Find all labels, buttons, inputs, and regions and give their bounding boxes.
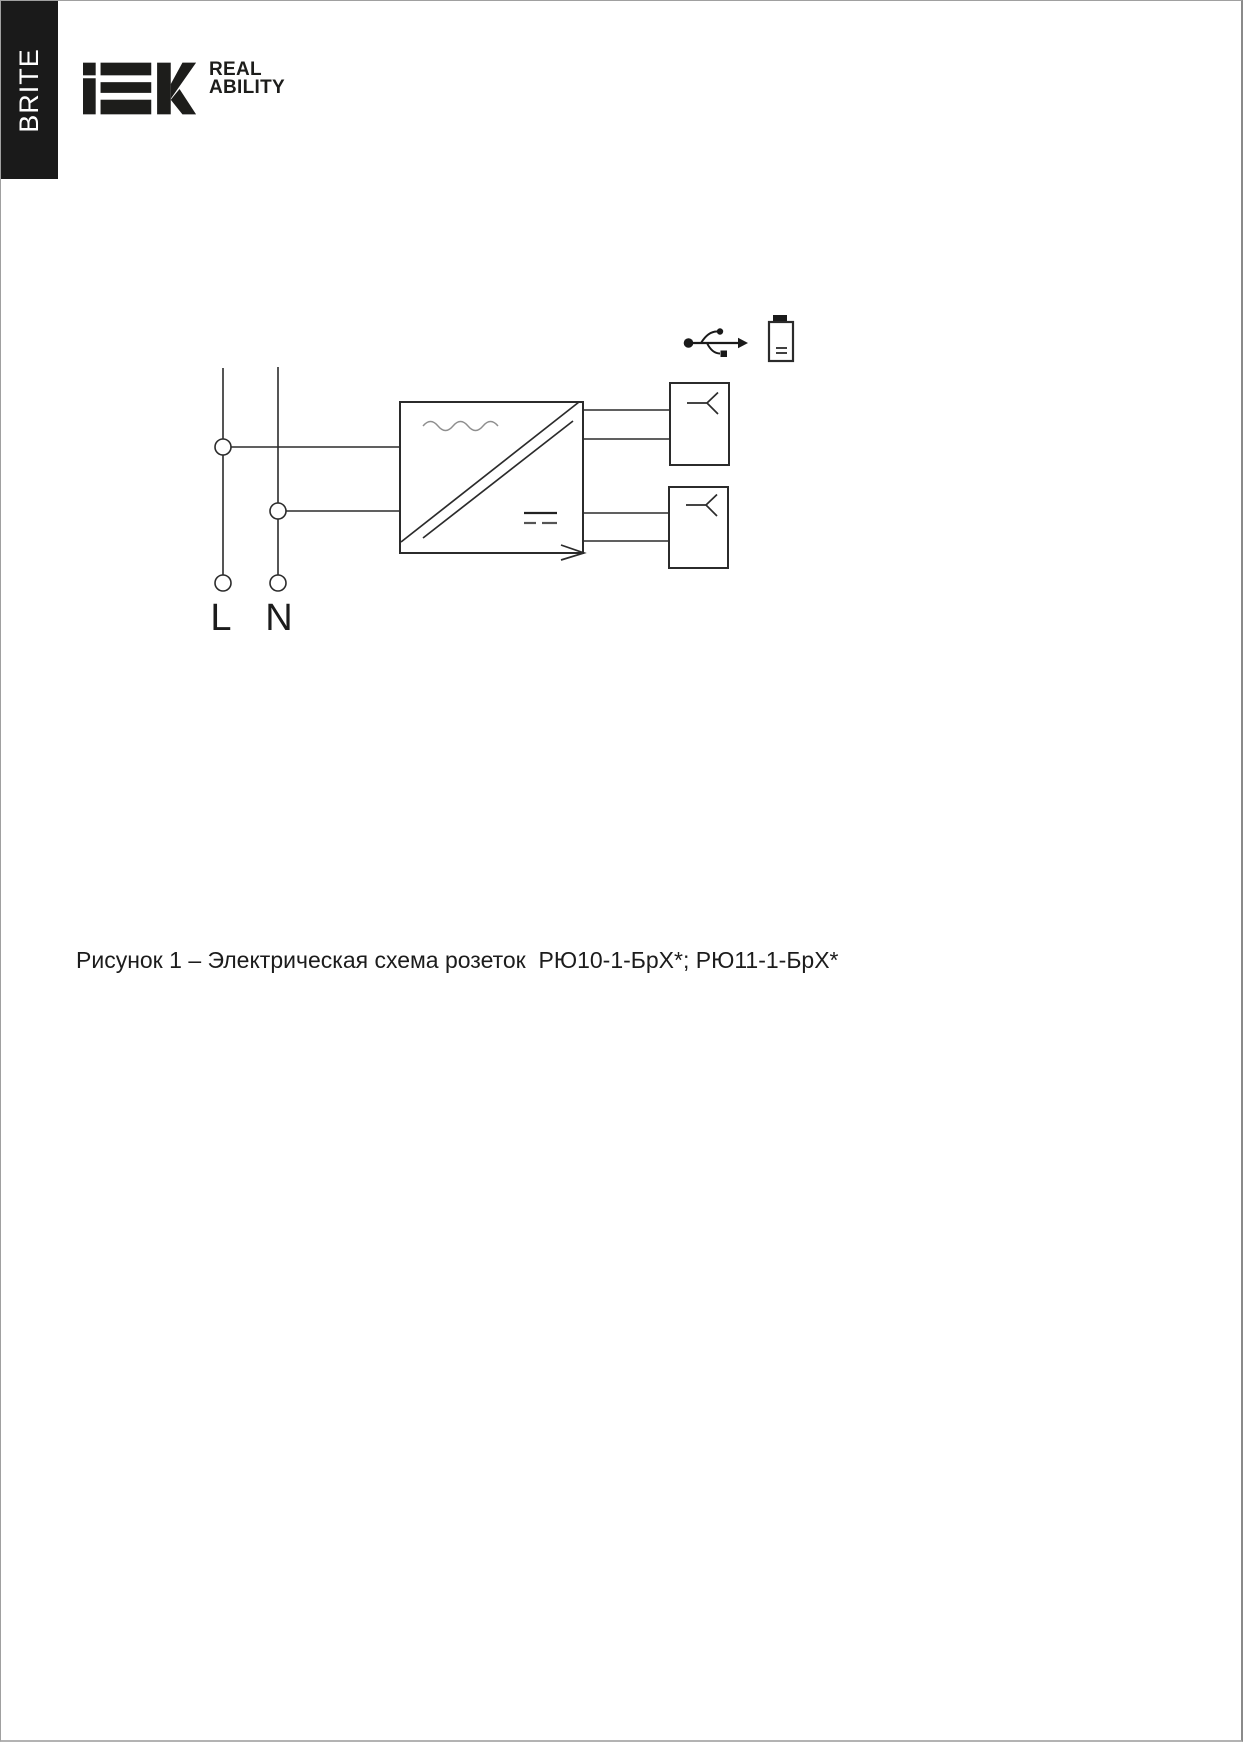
output-wires (583, 410, 670, 541)
l-terminal-node (215, 575, 231, 591)
electrical-schematic (1, 1, 1243, 1001)
battery-icon (769, 315, 793, 361)
usb-icon (684, 328, 748, 357)
n-terminal-node (270, 575, 286, 591)
ac-dc-converter-block (400, 402, 584, 560)
socket-contact-icon (687, 393, 718, 415)
dc-symbol (524, 513, 557, 523)
usb-socket-2 (669, 487, 728, 568)
ac-symbol (423, 422, 498, 431)
figure-caption: Рисунок 1 – Электрическая схема розеток РЮ10-1-БрХ*; РЮ11-1-БрХ* (76, 947, 839, 973)
socket-contact-icon (686, 495, 717, 517)
brite-series-label: BRITE (14, 47, 45, 133)
n-junction-node (270, 503, 286, 519)
terminal-label-n: N (265, 597, 293, 639)
tagline-line-1: REAL (209, 59, 262, 80)
neutral-conductor-n (270, 367, 400, 591)
terminal-label-l: L (210, 597, 232, 639)
tagline-line-2: ABILITY (209, 77, 285, 98)
line-conductor-l (215, 368, 400, 591)
l-junction-node (215, 439, 231, 455)
usb-socket-1 (670, 383, 729, 465)
